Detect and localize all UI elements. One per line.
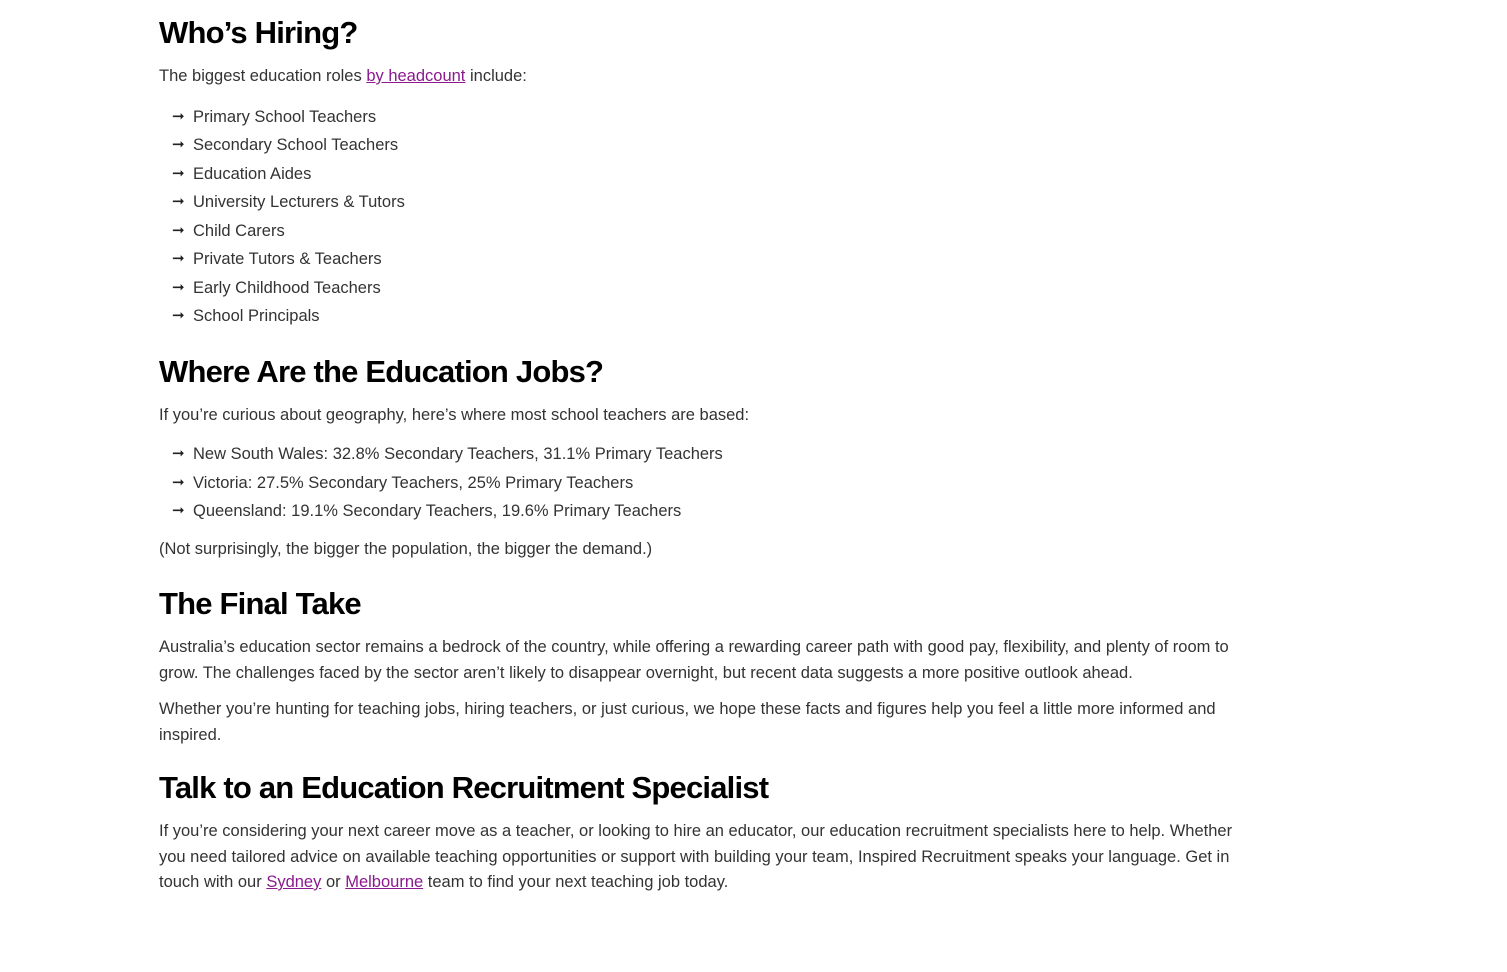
arrow-right-icon: ➞	[172, 136, 185, 153]
states-list	[159, 440, 1259, 526]
final-paragraph-1: Australia’s education sector remains a bedrock of the country, while offering a rewarding career path with good pay, flexibility, and plenty of room to grow. The challenges faced by the sector aren’t likely to disappear overnight, but recent data suggests a more positive outlook ahead.	[159, 638, 1229, 682]
hiring-intro-text: The biggest education roles	[159, 67, 367, 85]
final-paragraph-2: Whether you’re hunting for teaching jobs, hiring teachers, or just curious, we hope these facts and figures help you feel a little more informed and inspired.	[159, 700, 1216, 744]
role-label: School Principals	[193, 307, 320, 325]
list-item	[172, 131, 1259, 160]
list-item	[172, 440, 1259, 469]
by-headcount-link[interactable]: by headcount	[366, 67, 466, 85]
melbourne-link[interactable]: Melbourne	[345, 873, 424, 891]
list-item	[172, 469, 1259, 498]
talk-text-or: or	[321, 873, 346, 891]
role-label: Early Childhood Teachers	[193, 278, 381, 297]
section-heading-talk-specialist: Talk to an Education Recruitment Specialist	[159, 770, 769, 805]
arrow-right-icon: ➞	[172, 250, 185, 267]
list-item	[172, 274, 1259, 303]
arrow-right-icon: ➞	[172, 307, 185, 324]
role-label: Primary School Teachers	[193, 107, 377, 126]
article-content	[159, 0, 1259, 896]
hiring-intro	[159, 64, 1259, 90]
arrow-right-icon: ➞	[172, 193, 185, 210]
state-stat: Queensland: 19.1% Secondary Teachers, 19.6% Primary Teachers	[193, 502, 682, 520]
talk-paragraph	[159, 819, 1259, 896]
list-item	[172, 160, 1259, 189]
list-item	[172, 103, 1259, 132]
hiring-intro-text-end: include:	[465, 67, 527, 85]
role-label: Secondary School Teachers	[193, 136, 399, 154]
arrow-right-icon: ➞	[172, 278, 185, 296]
section-heading-final-take: The Final Take	[159, 586, 361, 621]
arrow-right-icon: ➞	[172, 107, 185, 125]
state-stat: Victoria: 27.5% Secondary Teachers, 25% Primary Teachers	[193, 473, 634, 492]
role-label: Child Carers	[193, 221, 285, 240]
list-item	[172, 188, 1259, 217]
role-label: Education Aides	[193, 164, 312, 183]
list-item	[172, 217, 1259, 246]
talk-text: If you’re considering your next career move as a teacher, or looking to hire an educator, our education recruitment specialists here to help. Whether you need tailored advice on available teaching opportunities or support with building your team, Inspired Recruitment speaks your language. Get in touch with our	[159, 822, 1233, 891]
sydney-link[interactable]: Sydney	[266, 873, 322, 891]
arrow-right-icon: ➞	[172, 164, 185, 182]
section-heading-whos-hiring: Who’s Hiring?	[159, 15, 358, 50]
list-item	[172, 497, 1259, 526]
population-note: (Not surprisingly, the bigger the population, the bigger the demand.)	[159, 539, 653, 558]
state-stat: New South Wales: 32.8% Secondary Teachers, 31.1% Primary Teachers	[193, 445, 723, 463]
where-intro: If you’re curious about geography, here’s where most school teachers are based:	[159, 405, 750, 424]
roles-list	[159, 103, 1259, 331]
role-label: University Lecturers & Tutors	[193, 193, 405, 211]
section-heading-where-jobs: Where Are the Education Jobs?	[159, 353, 604, 389]
arrow-right-icon: ➞	[172, 502, 185, 519]
role-label: Private Tutors & Teachers	[193, 250, 382, 268]
talk-text-end: team to find your next teaching job today.	[423, 873, 729, 891]
arrow-right-icon: ➞	[172, 445, 185, 462]
arrow-right-icon: ➞	[172, 473, 185, 491]
list-item	[172, 302, 1259, 331]
arrow-right-icon: ➞	[172, 221, 185, 239]
list-item	[172, 245, 1259, 274]
